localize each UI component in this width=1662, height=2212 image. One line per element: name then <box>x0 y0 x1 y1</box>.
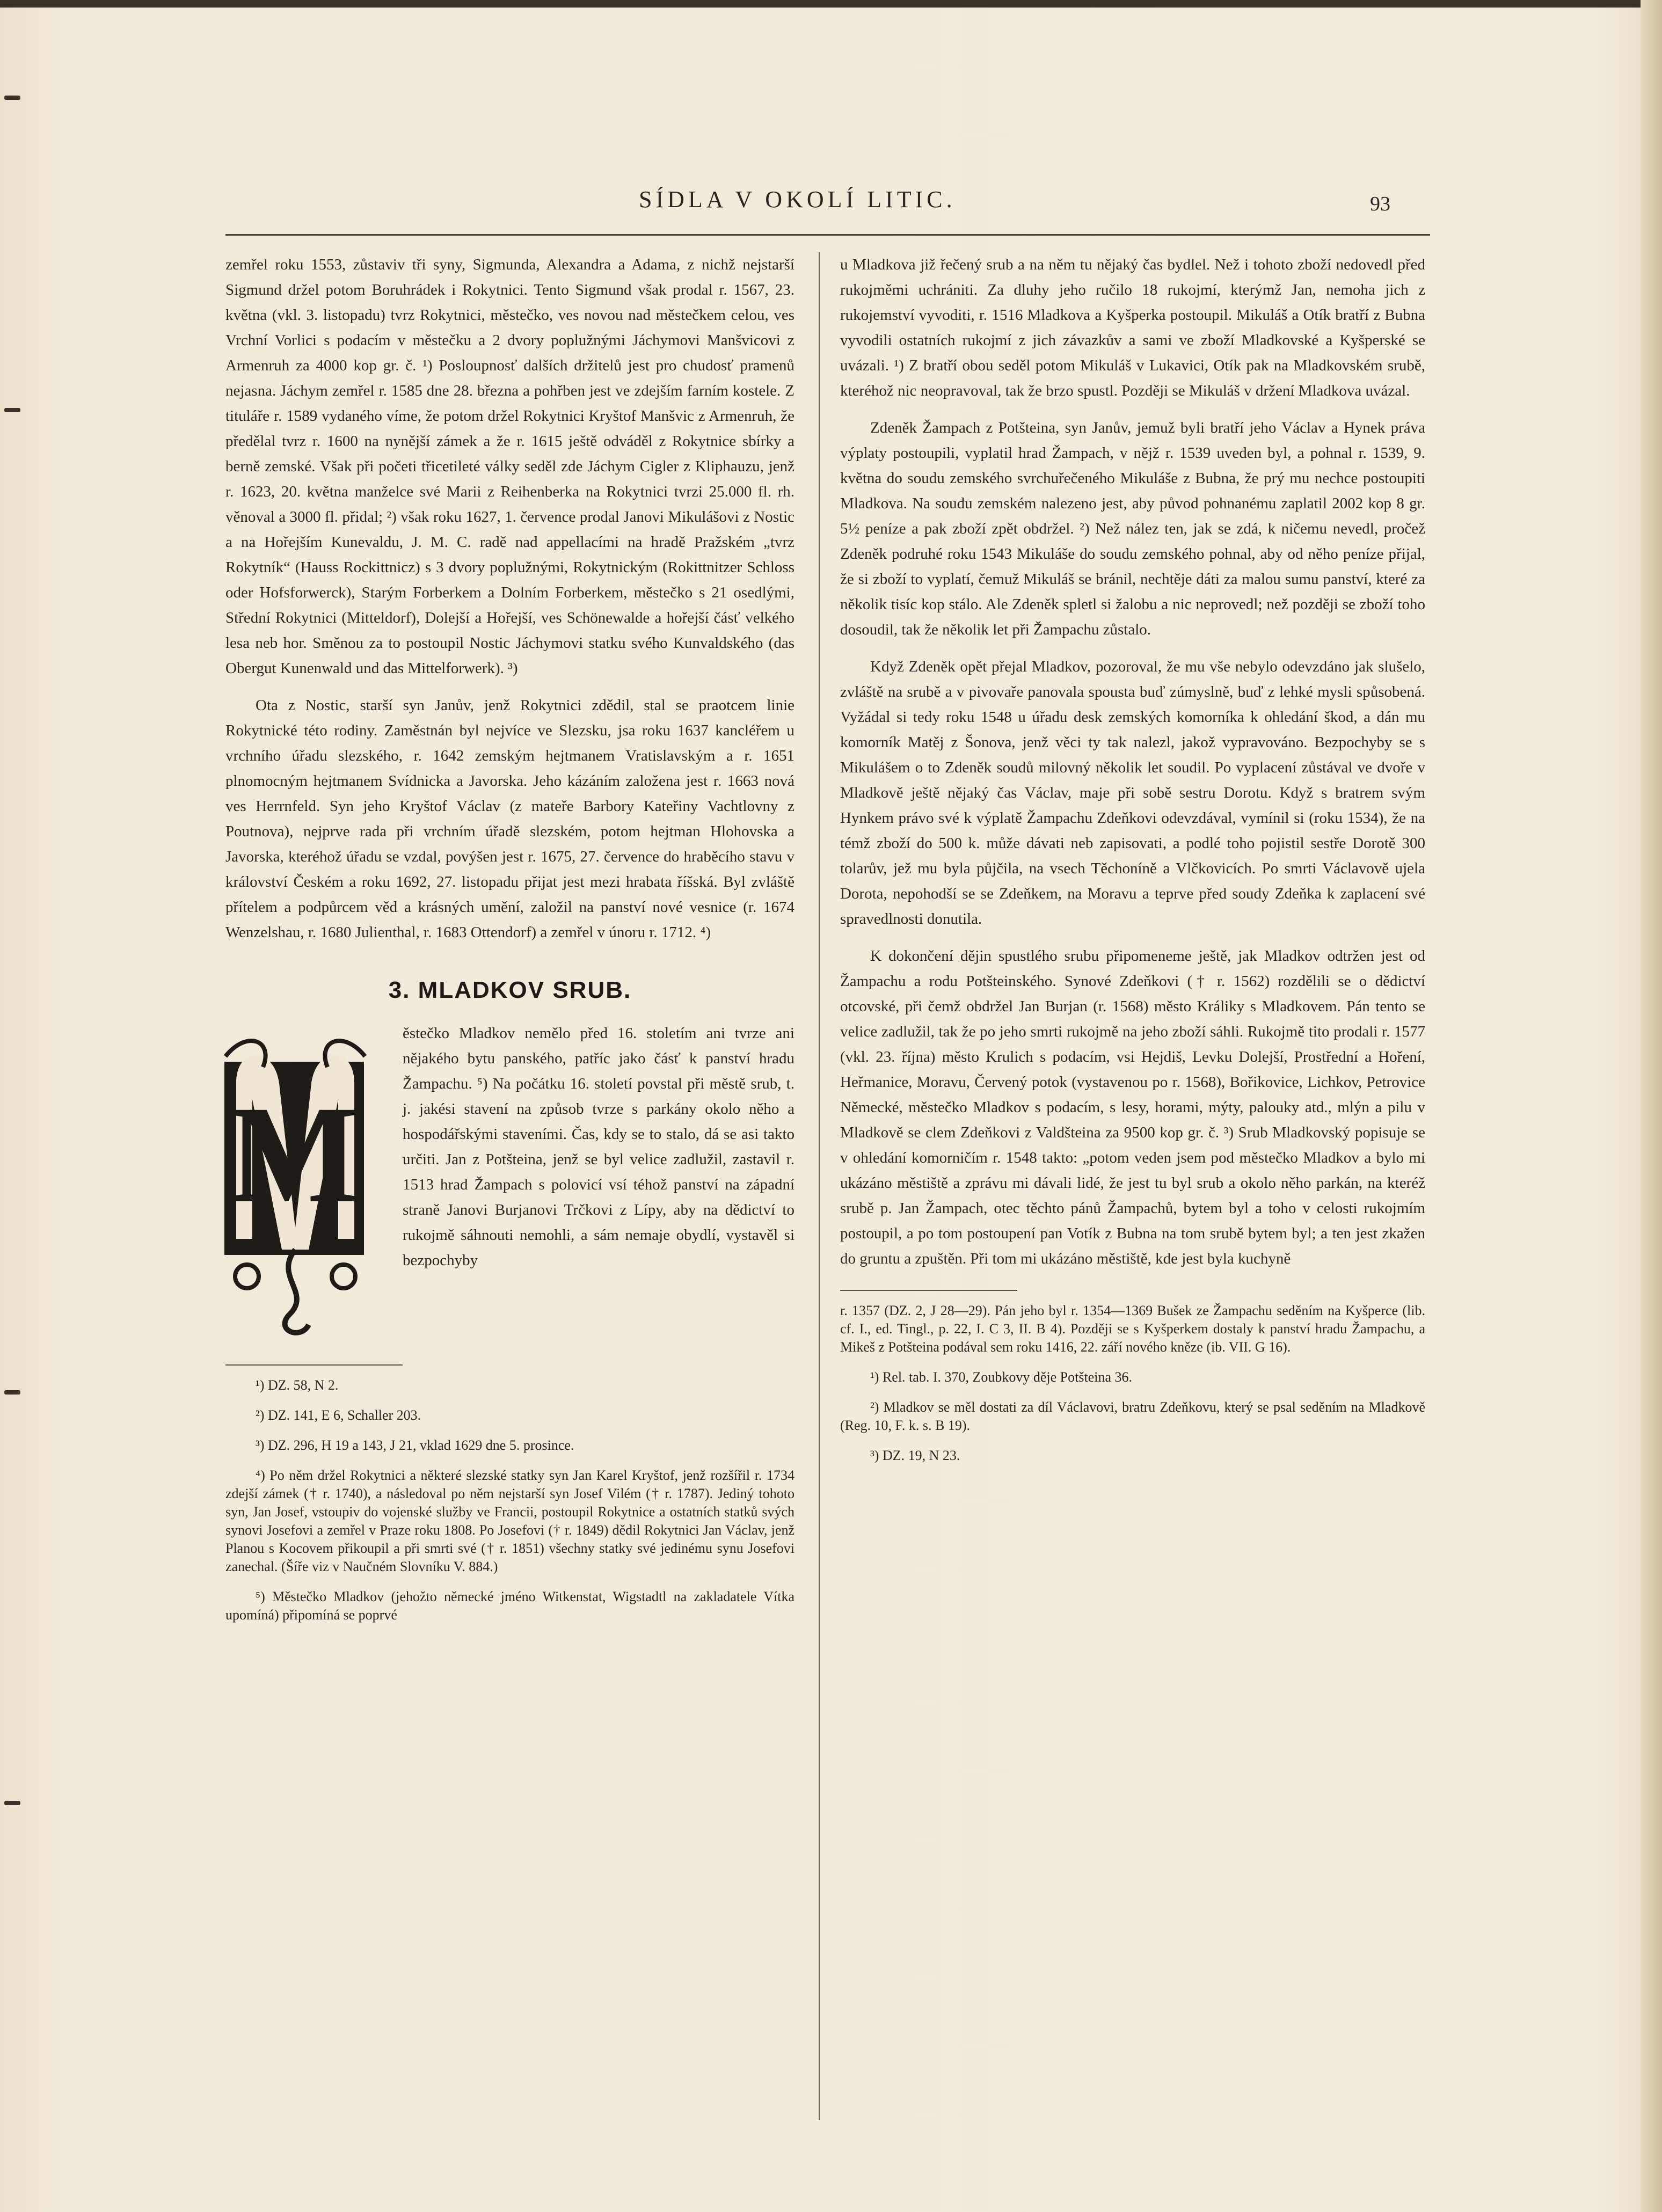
paragraph: K dokončení dějin spustlého srubu připomeneme ještě, jak Mladkov odtržen jest od Žampachu a rodu Potšteinského. Synové Zdeňkovi († r. 1562) rozdělili se o dědictví otcovské, při čemž obdržel Jan Burjan (r. 1568) město Králiky s Mladkovem. Pán tento se velice zadlužil, tak že po jeho smrti rukojmě na jeho zboží sáhli. Rukojmě tito prodali r. 1577 (vkl. 23. října) město Krulich s podacím, vsi Hejdiš, Levku Dolejší, Prostřední a Hoření, Heřmanice, Moravu, Červený potok (vystavenou po r. 1568), Bořikovice, Lichkov, Petrovice Německé, městečko Mladkov s podacím, s lesy, horami, mýty, palouky atd., mlýn a pilu v Mladkově se clem Zdeňkovi z Valdšteina za 9500 kop gr. č. ³) Srub Mladkovský popisuje se v ohledání komorničím r. 1548 takto: „potom veden jsem pod městečko Mladkov a bylo mi ukázáno městiště a zprávu mi dávali lidé, že jest tu byl srub a okolo něho parkán, na kteréž srubě p. Jan Žampach, otec těchto pánů Žampachů, bytem byl a toho v celosti rukojmím postoupil, a po tom postoupení pan Votík z Bubna na tom srubě bytem byl; a ten jest zkažen do gruntu a zpuštěn. Při tom mi ukázáno městiště, kde jest byla kuchyně <box>840 947 1425 1267</box>
footnote-rule <box>840 1290 1017 1291</box>
margin-mark <box>4 96 20 100</box>
page-number: 93 <box>1370 193 1390 215</box>
paragraph: Ota z Nostic, starší syn Janův, jenž Rokytnici zdědil, stal se praotcem linie Rokytnické této rodiny. Zaměstnán byl nejvíce ve Slezsku, jsa roku 1637 kancléřem u vrchního úřadu slezského, r. 1642 zemským hejtmanem Vratislavským a r. 1651 plnomocným hejtmanem Svídnicka a Javorska. Jeho kázáním založena jest r. 1663 nová ves Herrnfeld. Syn jeho Kryštof Václav (z mateře Barbory Kateřiny Vachtlovny z Poutnova), nejprve rada při vrchním úřadě slezském, potom hejtman Hlohovska a Javorska, kteréhož úřadu se vzdal, povýšen jest r. 1675, 27. července do hraběcího stavu v království Českém a roku 1692, 27. listopadu přijat jest mezi hrabata říšská. Byl zvláště přítelem a podpůrcem věd a krásných umění, založil na panství nové vesnice (r. 1674 Wenzelshau, r. 1680 Julienthal, r. 1683 Ottendorf) a zemřel v únoru r. 1712. ⁴) <box>225 697 794 941</box>
column-divider <box>819 252 820 2120</box>
footnote-rule <box>225 1364 403 1366</box>
margin-mark <box>4 408 20 412</box>
paragraph: Když Zdeněk opět přejal Mladkov, pozoroval, že mu vše nebylo odevzdáno jak slušelo, zvláště na srubě a v pivovaře panovala spousta buď zúmyslně, buď z lehké mysli spůsobená. Vyžádal si tedy roku 1548 u úřadu desk zemských komorníka k ohledání škod, a dán mu komorník Matěj z Šonova, jenž věci ty tak nalezl, jakož vypravováno. Bezpochyby se s Mikulášem o to Zdeněk soudů milovný několik let soudil. Po vyplacení zůstával ve dvoře v Mladkově ještě nějaký čas Václav, maje při sobě sestru Dorotu. Když s bratrem svým Hynkem právo své k výplatě Žampachu Zdeňkovi odevzdával, vymínil si (roku 1534), že na témž zboží do 500 k. může dávati neb zapisovati, a podlé toho pojistil sestře Dorotě 300 tolarův, jež mu byla půjčila, na vsech Těchoníně a Vlčkovicích. Po smrti Václavově ujela Dorota, nepohodší se se Zdeňkem, na Moravu a teprve před soudy Zdeňka k zaplacení své spravedlnosti donutila. <box>840 658 1425 928</box>
margin-mark <box>4 1390 20 1395</box>
paragraph: ěstečko Mladkov nemělo před 16. stoletím ani tvrze ani nějakého bytu panského, patříc jako čásť k panství hradu Žampachu. ⁵) Na počátku 16. století povstal při městě srub, t. j. jakési stavení na způsob tvrze s parkány okolo něho a hospodářskými staveními. Čas, kdy se to stalo, dá se asi takto určiti. Jan z Potšteina, jenž se byl velice zadlužil, zastavil r. 1513 hrad Žampach s polovicí vsí téhož panství na západní straně Janovi Burjanovi Trčkovi z Lípy, aby na dědictví to rukojmě sáhnouti nemohli, a sám nemaje obydlí, vystavěl si bezpochyby <box>403 1025 794 1269</box>
footnote: ⁵) Městečko Mladkov (jehožto německé jméno Witkenstat, Wigstadtl na zakladatele Vítka upomíná) připomíná se poprvé <box>225 1589 794 1623</box>
left-column <box>225 252 794 1636</box>
paragraph: zemřel roku 1553, zůstaviv tři syny, Sigmunda, Alexandra a Adama, z nichž nejstarší Sigmund držel potom Boruhrádek i Rokytnici. Tento Sigmund však prodal r. 1567, 23. května (vkl. 3. listopadu) tvrz Rokytnici, městečko, ves novou nad městečkem celou, ves Vrchní Vorlici s podacím v městečku a 2 dvory poplužnými Jáchymovi Manšvicovi z Armenruh za 4000 kop gr. č. ¹) Posloupnosť dalších držitelů jest pro chudosť pramenů nejasna. Jáchym zemřel r. 1585 dne 28. března a pohřben jest ve zdejším farním kostele. Z tituláře r. 1589 vydaného víme, že potom držel Rokytnici Kryštof Manšvic z Armenruh, že předělal tvrz r. 1600 na nynější zámek a že r. 1615 ještě odváděl z Rokytnice sbírky a berně zemské. Však při početi třicetileté války seděl zde Jáchym Cigler z Kliphauzu, jenž r. 1623, 20. května manželce své Marii z Reihenberka na Rokytnici tvrzi 25.000 fl. rh. věnoval a 3000 fl. přidal; ²) však roku 1627, 1. července prodal Janovi Mikulášovi z Nostic a na Hořejším Kunevaldu, J. M. C. radě nad appellacími na hradě Pražském „tvrz Rokytník“ (Hauss Rockittnicz) s 3 dvory poplužnými, Rokytnickým (Rokittnitzer Schloss oder Hofsforwerck), Starým Forberkem a Dolním Forberkem, městečko s 21 osedlými, Střední Rokytnici (Mitteldorf), Dolejší a Hořejší, ves Schönewalde a hořejší čásť velkého lesa neb hor. Směnou za to postoupil Nostic Jáchymovi statku svého Kunvaldského (das Obergut Kunenwald und das Mittelforwerk). ³) <box>225 256 794 677</box>
footnote: r. 1357 (DZ. 2, J 28—29). Pán jeho byl r. 1354—1369 Bušek ze Žampachu seděním na Kyšperce (lib. cf. I., ed. Tingl., p. 22, I. C 3, II. B 4). Později se s Kyšperkem dostaly k panství hradu Žampachu, a Mikeš z Potšteina podával sem roku 1416, 22. září nového kněze (ib. VII. G 16). <box>840 1303 1425 1355</box>
right-column <box>840 252 1425 1477</box>
ornamental-initial-icon <box>215 1024 392 1341</box>
footnote: ²) DZ. 141, E 6, Schaller 203. <box>256 1407 421 1423</box>
footnote: ²) Mladkov se měl dostati za díl Václavovi, bratru Zdeňkovu, který se psal seděním na Mladkově (Reg. 10, F. k. s. B 19). <box>840 1399 1425 1433</box>
initial-letter: M <box>228 1077 360 1232</box>
margin-mark <box>4 1801 20 1805</box>
footnote: ¹) DZ. 58, N 2. <box>256 1377 339 1393</box>
footnote: ⁴) Po něm držel Rokytnici a některé slezské statky syn Jan Karel Kryštof, jenž rozšířil r. 1734 zdejší zámek († r. 1740), a následoval po něm nejstarší syn Josef Vilém († r. 1787). Jediný tohoto syn, Jan Josef, vstoupiv do vojenské služby ve Francii, postoupil Rokytnice a ostatních statků svých synovi Josefovi a zemřel v Praze roku 1808. Po Josefovi († r. 1849) dědil Rokytnici Jan Václav, jenž Planou s Kocovem přikoupil a při smrti své († r. 1851) všechny statky své jedinému synu Josefovi zanechal. (Šíře viz v Naučném Slovníku V. 884.) <box>225 1468 794 1574</box>
section-heading: 3. MLADKOV SRUB. <box>388 977 632 1003</box>
footnote: ³) DZ. 296, H 19 a 143, J 21, vklad 1629 dne 5. prosince. <box>256 1437 574 1453</box>
paragraph: Zdeněk Žampach z Potšteina, syn Janův, jemuž byli bratří jeho Václav a Hynek práva výplaty postoupili, vyplatil hrad Žampach, v nějž r. 1539 uveden byl, a pohnal r. 1539, 9. května do soudu zemského svrchuřečeného Mikuláše z Bubna, že prý mu nechce postoupiti Mladkova. Na soudu zemském nalezeno jest, aby původ pohnanému zaplatil 2002 kop 8 gr. 5½ peníze a pak zboží zpět obdržel. ²) Než nález ten, jak se zdá, k ničemu nevedl, pročež Zdeněk podruhé roku 1543 Mikuláše do soudu zemského pohnal, aby od něho peníze přijal, že si zboží to vyplatí, čemuž Mikuláš se bránil, nechtěje dáti za malou sumu panství, které za několik tisíc kop stálo. Ale Zdeněk spletl si žalobu a nic neprovedl; než později se zboží toho dosoudil, tak že několik let při Žampachu zůstalo. <box>840 419 1425 638</box>
top-border <box>0 0 1662 8</box>
paragraph: u Mladkova již řečený srub a na něm tu nějaký čas bydlel. Než i tohoto zboží nedovedl před rukojměmi uchrániti. Za dluhy jeho ručilo 18 rukojmí, kterýmž Jan, nemoha jich z rukojemství vyvoditi, r. 1516 Mladkova a Kyšperka postoupil. Mikuláš a Otík bratří z Bubna vyvodili ostatních rukojmí z jich závazkův a sami ve zboží Mladkovské a Kyšperské se uvázali. ¹) Z bratří obou seděl potom Mikuláš v Lukavici, Otík pak na Mladkovském srubě, kteréhož nic neopravoval, tak že brzo spustl. Později se Mikuláš v držení Mladkova uvázal. <box>840 256 1425 399</box>
header-rule <box>225 234 1430 236</box>
running-title: SÍDLA V OKOLÍ LITIC. <box>639 186 956 213</box>
page-edge <box>1641 0 1662 2212</box>
footnote: ¹) Rel. tab. I. 370, Zoubkovy děje Potšteina 36. <box>870 1369 1132 1385</box>
footnote: ³) DZ. 19, N 23. <box>870 1448 960 1463</box>
